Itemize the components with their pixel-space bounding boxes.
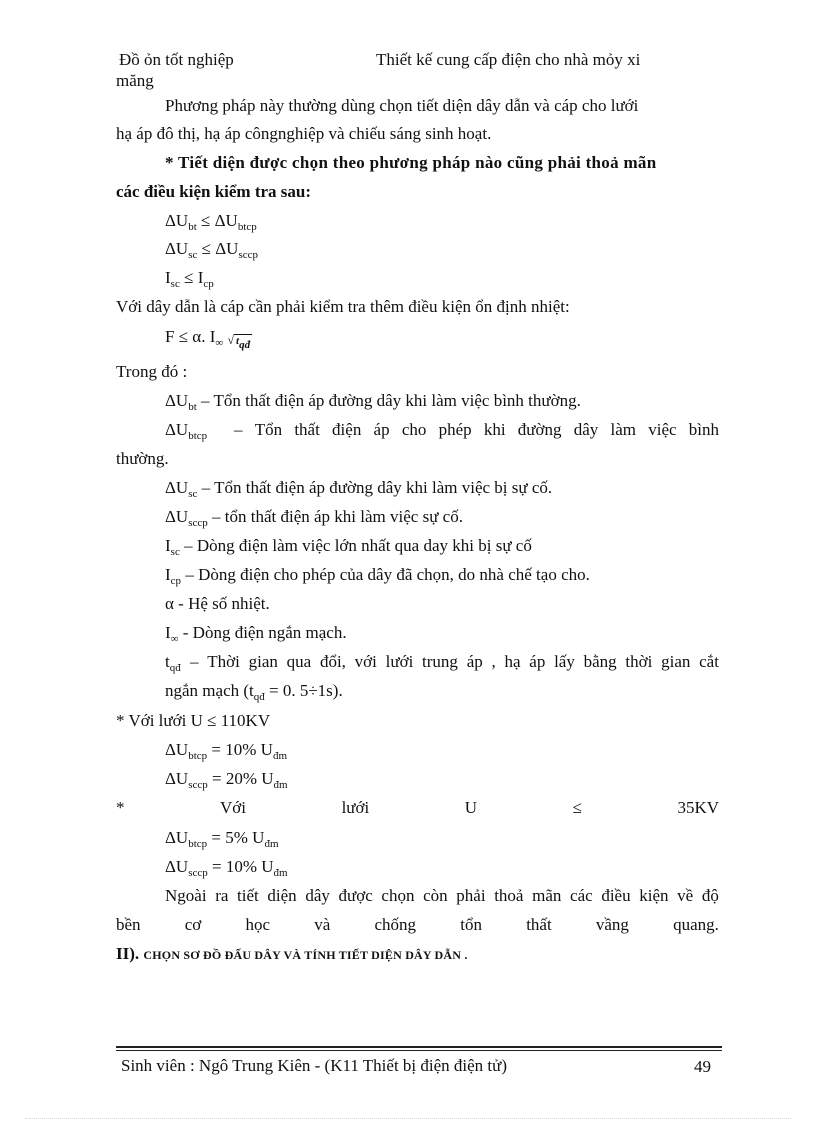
- word: các: [570, 886, 593, 905]
- paragraph-justified-line: [116, 915, 719, 935]
- word: khi: [483, 420, 506, 439]
- word: quang.: [673, 915, 719, 934]
- paragraph-line: hạ áp đô thị, hạ áp côngnghiệp và chiếu sáng sinh hoạt.: [116, 124, 492, 143]
- page-edge-dotted: [25, 1118, 791, 1119]
- paragraph-line: Phương pháp này thường dùng chọn tiết diện dây dẫn và cáp cho lưới: [165, 96, 639, 115]
- paragraph-justified-line: [165, 886, 719, 906]
- case-heading: * Với lưới U ≤ 110KV: [116, 711, 271, 730]
- word: còn: [423, 886, 448, 905]
- word: cơ: [184, 915, 202, 934]
- word: làm: [610, 420, 636, 439]
- footer-author: Sinh viên : Ngô Trung Kiên - (K11 Thiết bị điện điện tử): [121, 1056, 508, 1075]
- header-left-continued: măng: [116, 71, 154, 90]
- paragraph-line: Với dây dẫn là cáp cần phải kiểm tra thêm điều kiện ổn định nhiệt:: [116, 297, 570, 316]
- word: và: [314, 915, 331, 934]
- word: chống: [374, 915, 417, 934]
- word: về: [677, 886, 694, 905]
- bold-statement: các điều kiện kiểm tra sau:: [116, 182, 312, 201]
- footer-rule-thin: [116, 1050, 722, 1051]
- word: Với: [220, 798, 247, 817]
- word: Ngoài: [165, 886, 207, 905]
- footer-rule-thick: [116, 1046, 722, 1048]
- bold-statement: * Tiết diện được chọn theo phương pháp nào cũng phải thoả mãn: [165, 153, 657, 172]
- word: việc: [648, 420, 677, 439]
- word: phép: [438, 420, 472, 439]
- definition-item: $I_{sc}$ – Dòng điện làm việc lớn nhất qua day khi bị sự cố: [165, 536, 532, 558]
- word: dây: [305, 886, 330, 905]
- word: tổn: [460, 915, 482, 934]
- word: lưới: [341, 798, 370, 817]
- word: áp: [466, 652, 483, 671]
- definition-item: $\Delta U_{bt}$ – Tổn thất điện áp đường dây khi làm việc bình thường.: [165, 391, 581, 413]
- word: bằng: [583, 652, 617, 671]
- definition-justified-line: [234, 420, 719, 440]
- word: gian: [248, 652, 278, 671]
- word: bình: [688, 420, 719, 439]
- word: thất: [526, 915, 552, 934]
- word: điện: [332, 420, 362, 439]
- word: với: [354, 652, 377, 671]
- word: cắt: [699, 652, 719, 671]
- word: U: [464, 798, 478, 817]
- definition-item: $\Delta U_{sc}$ – Tổn thất điện áp đường dây khi làm việc bị sự cố.: [165, 478, 553, 500]
- word: *: [116, 798, 125, 817]
- word: diện: [267, 886, 297, 905]
- word: gian: [661, 652, 691, 671]
- word: đường: [517, 420, 562, 439]
- word: ≤: [572, 798, 582, 817]
- word: Thời: [207, 652, 240, 671]
- definition-justified-line: [190, 652, 719, 672]
- word: thời: [625, 652, 653, 671]
- condition-voltage-normal: $\Delta U_{bt} \le \Delta U_{btcp}$: [165, 211, 257, 233]
- word: cho: [401, 420, 427, 439]
- word: –: [234, 420, 243, 439]
- word: ra: [215, 886, 229, 905]
- word: kiện: [639, 886, 669, 905]
- case-value: $\Delta U_{btcp} = 10\%$ $U_{đm}$: [165, 740, 288, 762]
- case-value: $\Delta U_{btcp} = 5\%$ $U_{đm}$: [165, 828, 279, 850]
- word: dây: [573, 420, 599, 439]
- where-label: Trong đó :: [116, 362, 188, 381]
- condition-voltage-fault: $\Delta U_{sc} \le \Delta U_{sccp}$: [165, 239, 258, 261]
- definition-item: $\Delta U_{sccp}$ – tổn thất điện áp khi làm việc sự cố.: [165, 507, 463, 529]
- word: bền: [116, 915, 141, 934]
- word: ,: [491, 652, 496, 671]
- word: Tổn: [254, 420, 283, 439]
- word: đổi,: [319, 652, 346, 671]
- word: chọn: [381, 886, 415, 905]
- word: phải: [456, 886, 486, 905]
- word: mãn: [532, 886, 562, 905]
- word: độ: [701, 886, 719, 905]
- word: áp: [529, 652, 546, 671]
- word: –: [190, 652, 199, 671]
- word: qua: [286, 652, 312, 671]
- definition-item: $I_\infty$ - Dòng điện ngắn mạch.: [165, 623, 347, 645]
- word: học: [245, 915, 271, 934]
- case-value: $\Delta U_{sccp} = 10\%$ $U_{đm}$: [165, 857, 288, 879]
- definition-continued: ngắn mạch ($t_{qđ} = 0$. 5÷1s).: [165, 681, 343, 703]
- word: trung: [422, 652, 458, 671]
- word: vầng: [595, 915, 629, 934]
- definition-continued: thường.: [116, 449, 169, 468]
- word: áp: [373, 420, 390, 439]
- word: được: [338, 886, 373, 905]
- word: lưới: [385, 652, 414, 671]
- definition-item: $I_{cp}$ – Dòng điện cho phép của dây đã chọn, do nhà chế tạo cho.: [165, 565, 590, 587]
- word: thất: [294, 420, 320, 439]
- header-title: Thiết kế cung cấp điện cho nhà mỏy xi: [376, 50, 641, 69]
- word: 35KV: [677, 798, 719, 817]
- word: điều: [601, 886, 631, 905]
- header-left: Đồ ỏn tốt nghiệp: [119, 50, 234, 69]
- word: hạ: [504, 652, 521, 671]
- sqrt-symbol: √ $t_{qđ}$: [227, 333, 251, 351]
- case-heading-justified: [116, 798, 719, 818]
- case-value: $\Delta U_{sccp} = 20\%$ $U_{đm}$: [165, 769, 288, 791]
- word: thoả: [494, 886, 524, 905]
- definition-symbol: $\Delta U_{btcp}$: [165, 420, 208, 442]
- word: lấy: [554, 652, 575, 671]
- section-heading: II). CHỌN SƠ ĐỒ ĐẤU DÂY VÀ TÍNH TIẾT DIỆN DÂY DẪN .: [116, 944, 468, 963]
- word: tiết: [237, 886, 259, 905]
- page-number: 49: [694, 1057, 711, 1076]
- definition-item: α - Hệ số nhiệt.: [165, 594, 270, 613]
- thermal-formula: F ≤ α. $I_\infty$ √ $t_{qđ}$: [165, 327, 251, 351]
- condition-current: $I_{sc} \le I_{cp}$: [165, 268, 214, 290]
- definition-symbol: $t_{qđ}$: [165, 652, 181, 674]
